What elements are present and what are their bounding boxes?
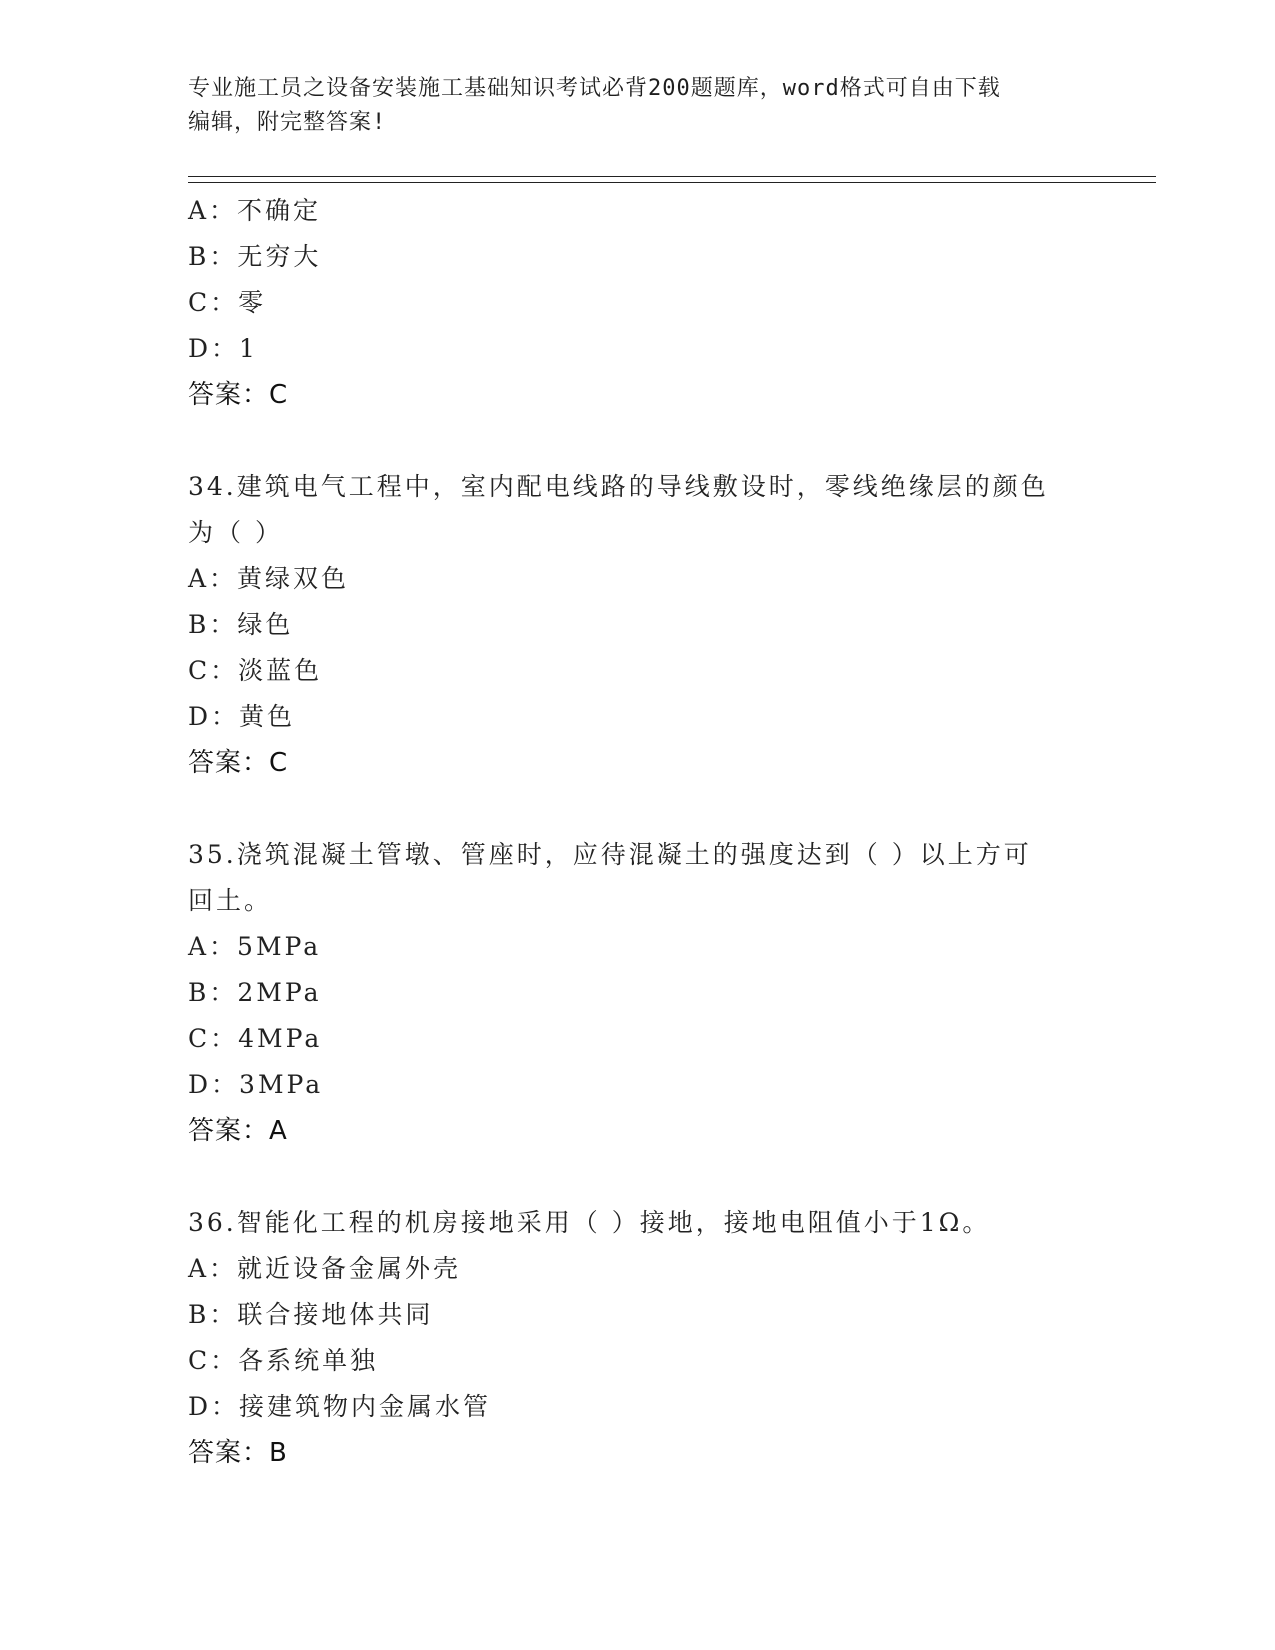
option-c: C：4MPa [188,1024,323,1053]
question-text-continued: 回土。 [188,886,273,915]
header-line-1: 专业施工员之设备安装施工基础知识考试必背200题题库，word格式可自由下载 [188,76,1001,101]
option-d: D：黄色 [188,702,296,731]
option-d: D：3MPa [188,1070,324,1099]
question-text: 34.建筑电气工程中，室内配电线路的导线敷设时，零线绝缘层的颜色 [188,472,1049,501]
question-text: 35.浇筑混凝土管墩、管座时，应待混凝土的强度达到（ ）以上方可 [188,840,1032,869]
option-a: A：5MPa [188,932,322,961]
answer-label: 答案：A [188,1116,288,1146]
question-text-continued: 为（ ） [188,518,283,547]
header-double-rule [188,176,1156,183]
question-list [188,188,1088,1476]
question-text: 36.智能化工程的机房接地采用（ ）接地，接地电阻值小于1Ω。 [188,1208,991,1237]
spacer [188,1154,1088,1200]
option-b: B：联合接地体共同 [188,1300,434,1329]
spacer [188,786,1088,832]
option-b: B：无穷大 [188,242,322,271]
answer-label: 答案：C [188,748,289,778]
question-33-continued [188,188,1088,418]
answer-label: 答案：C [188,380,289,410]
option-d: D：1 [188,334,258,363]
question-34 [188,464,1088,786]
option-a: A：就近设备金属外壳 [188,1254,462,1283]
option-b: B：绿色 [188,610,294,639]
option-c: C：各系统单独 [188,1346,379,1375]
option-a: A：黄绿双色 [188,564,350,593]
option-b: B：2MPa [188,978,322,1007]
question-35 [188,832,1088,1154]
option-c: C：淡蓝色 [188,656,323,685]
header-line-2: 编辑，附完整答案! [188,110,387,135]
question-36 [188,1200,1088,1476]
option-c: C：零 [188,288,267,317]
spacer [188,418,1088,464]
option-a: A：不确定 [188,196,322,225]
option-d: D：接建筑物内金属水管 [188,1392,492,1421]
document-header [188,72,1068,140]
answer-label: 答案：B [188,1438,288,1468]
